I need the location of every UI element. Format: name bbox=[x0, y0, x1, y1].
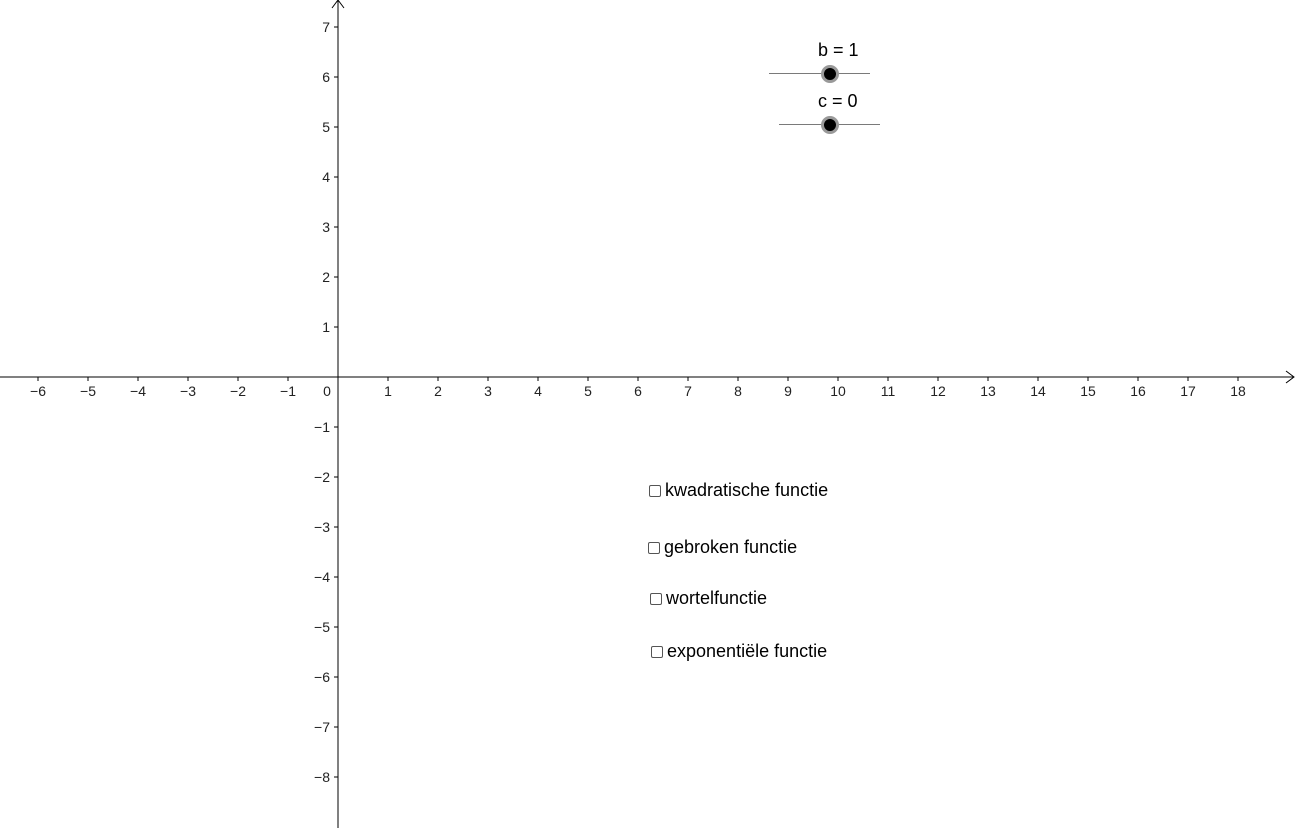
slider-b-label: b = 1 bbox=[818, 40, 859, 60]
checkbox-label: exponentiële functie bbox=[667, 641, 828, 661]
x-tick-label: 1 bbox=[384, 383, 392, 399]
y-tick-label: −1 bbox=[314, 419, 330, 435]
x-tick-label: 5 bbox=[584, 383, 592, 399]
y-tick-label: 4 bbox=[322, 169, 330, 185]
x-tick-label: −6 bbox=[30, 383, 46, 399]
slider-c-knob[interactable] bbox=[821, 116, 839, 134]
x-tick-label: 9 bbox=[784, 383, 792, 399]
y-tick-label: −3 bbox=[314, 519, 330, 535]
y-tick-label: −4 bbox=[314, 569, 330, 585]
checkbox-gebroken-functie[interactable] bbox=[648, 537, 797, 558]
slider-b-track[interactable] bbox=[769, 73, 870, 74]
x-tick-label: 4 bbox=[534, 383, 542, 399]
checkbox-exponentiele-functie[interactable] bbox=[651, 641, 827, 662]
y-tick-label: 5 bbox=[322, 119, 330, 135]
checkbox-label: gebroken functie bbox=[664, 537, 798, 557]
x-tick-label: −5 bbox=[80, 383, 96, 399]
y-tick-label: 2 bbox=[322, 269, 330, 285]
checkbox-icon[interactable] bbox=[650, 593, 662, 605]
y-tick-label: −6 bbox=[314, 669, 330, 685]
x-tick-label: 13 bbox=[980, 383, 996, 399]
checkbox-icon[interactable] bbox=[648, 542, 660, 554]
y-tick-label: −8 bbox=[314, 769, 330, 785]
checkbox-label: wortelfunctie bbox=[666, 588, 768, 608]
x-tick-label: 10 bbox=[830, 383, 846, 399]
x-tick-label: −1 bbox=[280, 383, 296, 399]
x-tick-label: 18 bbox=[1230, 383, 1246, 399]
x-tick-label: 8 bbox=[734, 383, 742, 399]
slider-c-label: c = 0 bbox=[818, 91, 858, 111]
y-tick-label: −2 bbox=[314, 469, 330, 485]
checkbox-icon[interactable] bbox=[649, 485, 661, 497]
x-tick-label: 17 bbox=[1180, 383, 1196, 399]
x-tick-label: 7 bbox=[684, 383, 692, 399]
y-tick-label: 7 bbox=[322, 19, 330, 35]
y-tick-label: 3 bbox=[322, 219, 330, 235]
checkbox-icon[interactable] bbox=[651, 646, 663, 658]
y-tick-label: −5 bbox=[314, 619, 330, 635]
x-tick-label: −2 bbox=[230, 383, 246, 399]
x-tick-label: 11 bbox=[880, 383, 896, 399]
x-tick-label: 12 bbox=[930, 383, 946, 399]
y-tick-label: 6 bbox=[322, 69, 330, 85]
x-tick-label: 2 bbox=[434, 383, 442, 399]
checkbox-kwadratische-functie[interactable] bbox=[649, 480, 828, 501]
x-tick-label: −3 bbox=[180, 383, 196, 399]
x-tick-label: 3 bbox=[484, 383, 492, 399]
x-tick-label: 14 bbox=[1030, 383, 1046, 399]
x-tick-label: −4 bbox=[130, 383, 146, 399]
checkbox-wortelfunctie[interactable] bbox=[650, 588, 767, 609]
slider-b-knob[interactable] bbox=[821, 65, 839, 83]
y-tick-label: 1 bbox=[322, 319, 330, 335]
checkbox-label: kwadratische functie bbox=[665, 480, 829, 500]
x-tick-label: 15 bbox=[1080, 383, 1096, 399]
origin-label: 0 bbox=[323, 383, 331, 399]
x-tick-label: 6 bbox=[634, 383, 642, 399]
x-tick-label: 16 bbox=[1130, 383, 1146, 399]
y-tick-label: −7 bbox=[314, 719, 330, 735]
